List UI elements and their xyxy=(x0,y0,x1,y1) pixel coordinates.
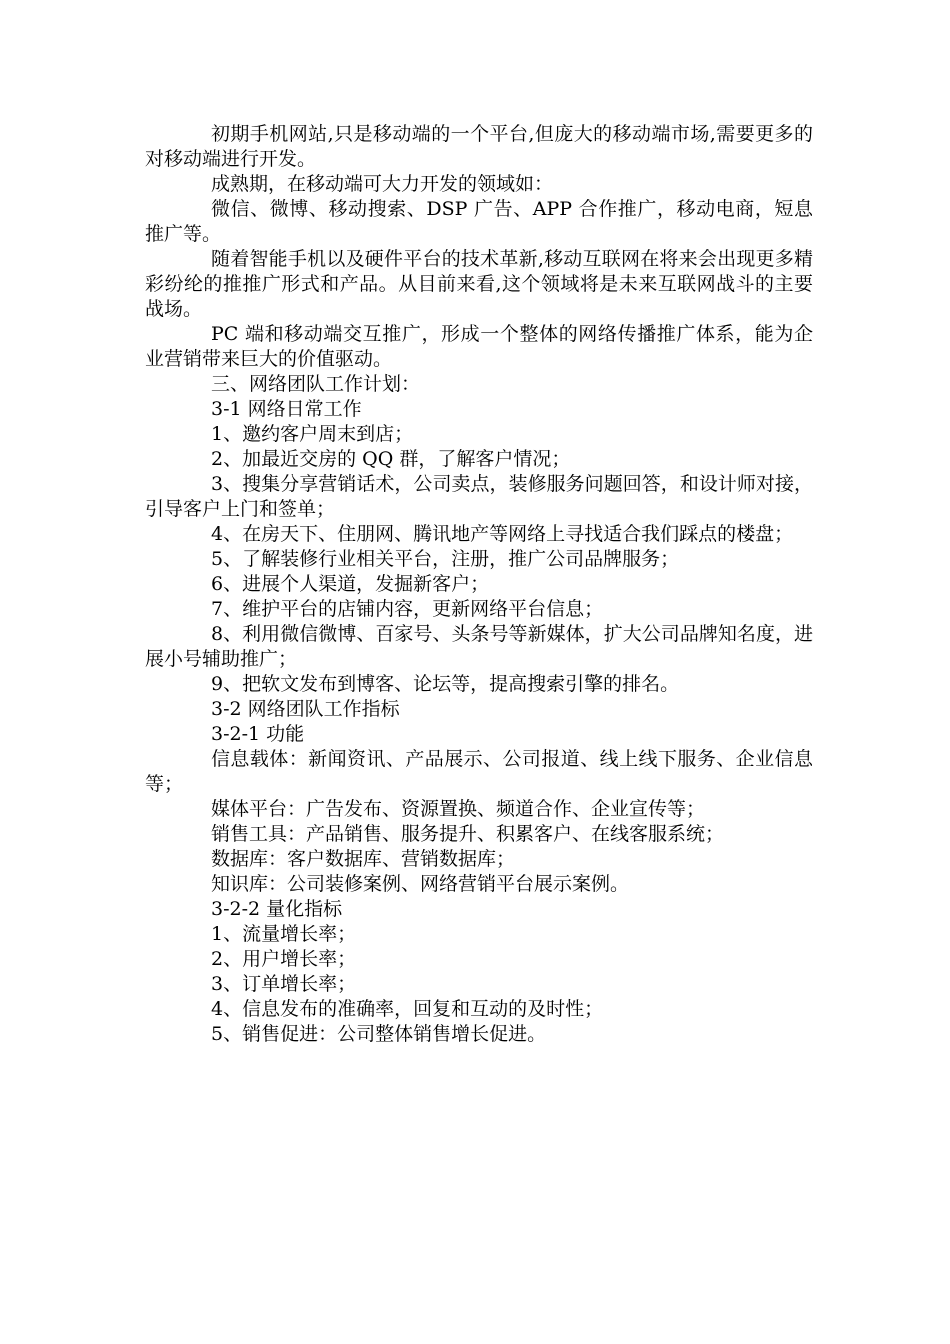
paragraph-pc-mobile: PC 端和移动端交互推广，形成一个整体的网络传播推广体系，能为企业营销带来巨大的价值驱动。 xyxy=(145,323,813,370)
list-item: 2、用户增长率； xyxy=(211,948,357,970)
list-item: 2、加最近交房的 QQ 群，了解客户情况； xyxy=(211,448,571,470)
section-heading-plan: 三、网络团队工作计划： xyxy=(211,373,421,395)
list-item: 9、把软文发布到博客、论坛等，提高搜索引擎的排名。 xyxy=(211,673,680,695)
paragraph-mobile-channels: 微信、微博、移动搜索、DSP 广告、APP 合作推广，移动电商，短息推广等。 xyxy=(145,198,813,245)
paragraph-future-trend: 随着智能手机以及硬件平台的技术革新,移动互联网在将来会出现更多精彩纷纶的推推广形式和产品。从目前来看,这个领域将是未来互联网战斗的主要战场。 xyxy=(145,248,813,320)
subheading-daily-work: 3-1 网络日常工作 xyxy=(211,398,362,420)
list-item: 7、维护平台的店铺内容，更新网络平台信息； xyxy=(211,598,604,620)
list-item: 3、搜集分享营销话术，公司卖点，装修服务问题回答，和设计师对接，引导客户上门和签单； xyxy=(145,473,813,520)
list-item: 4、信息发布的准确率，回复和互动的及时性； xyxy=(211,998,604,1020)
paragraph-mature-stage: 成熟期，在移动端可大力开发的领域如： xyxy=(211,173,554,195)
list-item: 6、进展个人渠道，发掘新客户； xyxy=(211,573,490,595)
document-body xyxy=(145,122,813,1047)
list-item: 8、利用微信微博、百家号、头条号等新媒体，扩大公司品牌知名度，进展小号辅助推广； xyxy=(145,623,813,670)
function-item: 销售工具：产品销售、服务提升、积累客户、在线客服系统； xyxy=(211,823,725,845)
subheading-functions: 3-2-1 功能 xyxy=(211,723,305,745)
subheading-metrics: 3-2 网络团队工作指标 xyxy=(211,698,400,720)
function-item: 知识库：公司装修案例、网络营销平台展示案例。 xyxy=(211,873,630,895)
list-item: 5、了解装修行业相关平台，注册，推广公司品牌服务； xyxy=(211,548,680,570)
paragraph-early-stage: 初期手机网站,只是移动端的一个平台,但庞大的移动端市场,需要更多的对移动端进行开发。 xyxy=(145,123,813,170)
function-item: 信息载体：新闻资讯、产品展示、公司报道、线上线下服务、企业信息等； xyxy=(145,748,813,795)
list-item: 1、邀约客户周末到店； xyxy=(211,423,414,445)
function-item: 数据库：客户数据库、营销数据库； xyxy=(211,848,516,870)
function-item: 媒体平台：广告发布、资源置换、频道合作、企业宣传等； xyxy=(211,798,706,820)
subheading-quant-metrics: 3-2-2 量化指标 xyxy=(211,898,343,920)
list-item: 1、流量增长率； xyxy=(211,923,357,945)
list-item: 4、在房天下、住朋网、腾讯地产等网络上寻找适合我们踩点的楼盘； xyxy=(211,523,794,545)
list-item: 3、订单增长率； xyxy=(211,973,357,995)
list-item: 5、销售促进：公司整体销售增长促进。 xyxy=(211,1023,547,1045)
